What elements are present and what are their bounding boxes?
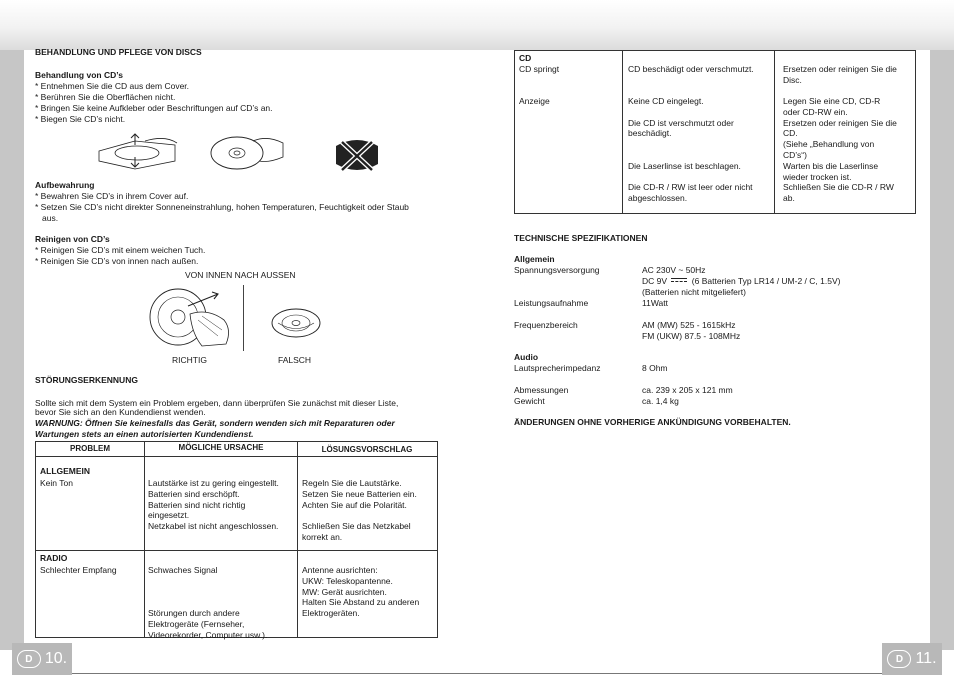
specs-audio-title: Audio [514,352,539,362]
right-margin-bar [930,50,954,650]
divider [243,285,244,351]
cd-wipe-wrong-icon [270,306,322,340]
table-divider [622,50,623,213]
list-item: aus. [42,213,59,223]
cause-cell: Lautstärke ist zu gering eingestellt. Batterien sind erschöpft. Batterien sind nicht richtig eingesetzt. Netzkabel ist nicht angeschlossen. [148,478,279,532]
page-number-left [12,643,72,675]
solution-cell: Legen Sie eine CD, CD-R oder CD-RW ein. Ersetzen oder reinigen Sie die CD. (Siehe „Behandlung von CD’s“) Warten bis die Laserlinse wieder trocken ist. Schließen Sie die CD-R / RW ab. [783,96,897,204]
footer-rule [72,673,882,674]
spec-value: ca. 239 x 205 x 121 mm [642,385,733,395]
language-badge: D [17,650,41,668]
direction-label: VON INNEN NACH AUSSEN [185,270,296,280]
change-notice: ÄNDERUNGEN OHNE VORHERIGE ANKÜNDIGUNG VORBEHALTEN. [514,417,791,427]
list-item: * Reinigen Sie CD’s von innen nach außen. [35,256,199,266]
spec-value: (6 Batterien Typ LR14 / UM-2 / C, 1.5V) [691,276,841,286]
list-item: * Bringen Sie keine Aufkleber oder Beschriftungen auf CD’s an. [35,103,273,113]
list-item: * Bewahren Sie CD’s in ihrem Cover auf. [35,191,189,201]
wrong-label: FALSCH [278,355,312,365]
spec-value: ca. 1,4 kg [642,396,679,406]
list-item: * Entnehmen Sie die CD aus dem Cover. [35,81,190,91]
disc-care-heading: BEHANDLUNG UND PFLEGE VON DISCS [35,47,202,57]
section-label: ALLGEMEIN [40,466,91,476]
storage-title: Aufbewahrung [35,180,95,190]
cause-cell: Keine CD eingelegt. Die CD ist verschmutzt oder beschädigt. Die Laserlinse ist beschlagen. Die CD-R / RW ist leer oder nicht abgeschlossen. [628,96,753,204]
page-number-right [882,643,942,675]
specs-general-title: Allgemein [514,254,555,264]
intro-text: bevor Sie sich an den Kundendienst wenden. [35,407,206,417]
spec-label: Abmessungen [514,385,569,395]
table-divider [144,441,145,637]
warning-text: WARNUNG: Öffnen Sie keinesfalls das Gerät, sondern wenden sich mit Reparaturen oder [35,418,395,428]
left-margin-bar [0,50,24,650]
bent-cd-crossed-icon [332,134,382,176]
troubleshooting-title: STÖRUNGSERKENNUNG [35,375,138,385]
spec-value-dc [642,276,840,287]
handling-title: Behandlung von CD’s [35,70,123,80]
list-item: * Berühren Sie die Oberflächen nicht. [35,92,176,102]
table-header: MÖGLICHE URSACHE [178,443,264,452]
section-label: RADIO [40,553,68,563]
language-badge: D [887,650,911,668]
spec-value: 8 Ohm [642,363,668,373]
solution-cell: Ersetzen oder reinigen Sie die Disc. [783,64,897,85]
table-divider [774,50,775,213]
spec-value: AC 230V ~ 50Hz [642,265,706,275]
table-divider [297,441,298,637]
table-header: LÖSUNGSVORSCHLAG [321,445,413,454]
page-number: 10. [44,650,68,667]
problem-cell: Schlechter Empfang [40,565,117,575]
dc-symbol-icon [671,278,687,285]
header-band [0,0,954,50]
problem-cell: Kein Ton [40,478,73,488]
right-label: RICHTIG [172,355,207,365]
problem-cell: Anzeige [519,96,550,106]
table-divider [35,456,437,457]
spec-note: (Batterien nicht mitgeliefert) [642,287,746,297]
cd-wipe-right-icon [148,284,238,350]
specs-title: TECHNISCHE SPEZIFIKATIONEN [514,233,648,243]
cause-cell: CD beschädigt oder verschmutzt. [628,64,754,74]
solution-cell: Regeln Sie die Lautstärke. Setzen Sie neue Batterien ein. Achten Sie auf die Polarität. Schließen Sie das Netzkabel korrekt an. [302,478,417,542]
cause-cell: Schwaches Signal Störungen durch andere Elektrogeräte (Fernseher, Videorekorder, Computer usw.). [148,565,268,640]
cleaning-title: Reinigen von CD’s [35,234,110,244]
spec-value: AM (MW) 525 - 1615kHz [642,320,736,330]
list-item: * Biegen Sie CD’s nicht. [35,114,126,124]
spec-label: Spannungsversorgung [514,265,600,275]
spec-value: DC 9V [642,276,668,286]
spec-label: Leistungsaufnahme [514,298,589,308]
spec-value: 11Watt [642,298,668,308]
intro-text: Sollte sich mit dem System ein Problem ergeben, dann überprüfen Sie zunächst mit dieser Liste, [35,398,399,408]
warning-text: Wartungen stets an einen autorisierten Kundendienst. [35,429,254,439]
cd-in-case-icon [95,131,180,173]
table-divider [35,550,437,551]
list-item: * Setzen Sie CD’s nicht direkter Sonneneinstrahlung, hohen Temperaturen, Feuchtigkeit oder Staub [35,202,409,212]
hand-holding-cd-icon [207,133,287,173]
section-label: CD [519,53,532,63]
solution-cell: Antenne ausrichten: UKW: Teleskopantenne. MW: Gerät ausrichten. Halten Sie Abstand zu anderen Elektrogeräten. [302,565,420,619]
spec-label: Frequenzbereich [514,320,578,330]
problem-cell: CD springt [519,64,560,74]
table-header: PROBLEM [70,444,110,453]
list-item: * Reinigen Sie CD’s mit einem weichen Tuch. [35,245,206,255]
spec-label: Gewicht [514,396,545,406]
spec-label: Lautsprecherimpedanz [514,363,601,373]
spec-value: FM (UKW) 87.5 - 108MHz [642,331,741,341]
page-number: 11. [915,650,937,667]
